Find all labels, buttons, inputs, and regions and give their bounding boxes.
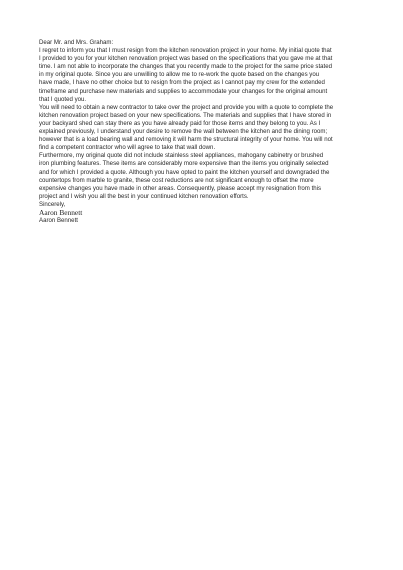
paragraph-line: have made, I have no other choice but to resign from the project as I cannot pay my crew for the extended bbox=[39, 79, 325, 87]
printed-name: Aaron Bennett bbox=[39, 217, 78, 225]
paragraph-line: Furthermore, my original quote did not include stainless steel appliances, mahogany cabinetry or brushed bbox=[39, 152, 324, 160]
paragraph-line: find a competent contractor who will agree to take that wall down. bbox=[39, 144, 216, 152]
paragraph-line: and for which I provided a quote. Although you have opted to paint the kitchen yourself and downgraded the bbox=[39, 168, 330, 176]
paragraph-line: I provided to you for your kitchen renovation project was based on the specifications that you gave me at that bbox=[39, 55, 333, 63]
paragraph-line: kitchen renovation project based on your new specifications. The materials and supplies that I have stored in bbox=[39, 111, 332, 119]
paragraph-line: however that is a load bearing wall and removing it will harm the structural integrity of your home. You will not bbox=[39, 136, 333, 144]
paragraph-line: in my original quote. Since you are unwilling to allow me to re-work the quote based on the changes you bbox=[39, 71, 320, 79]
paragraph-line: expensive changes you have made in other areas. Consequently, please accept my resignation from this bbox=[39, 184, 322, 192]
paragraph-line: You will need to obtain a new contractor to take over the project and provide you with a quote to complete the bbox=[39, 103, 334, 111]
paragraph-line: countertops from marble to granite, these cost reductions are not significant enough to offset the more bbox=[39, 176, 314, 184]
paragraph-line: that I quoted you. bbox=[39, 95, 87, 103]
signature: Aaron Bennett bbox=[39, 207, 83, 217]
paragraph-furthermore bbox=[39, 152, 367, 201]
paragraph-line: explained previously, I understand your desire to remove the wall between the kitchen and the dining room; bbox=[39, 128, 328, 136]
closing: Sincerely, bbox=[39, 200, 66, 208]
paragraph-line: I regret to inform you that I must resign from the kitchen renovation project in your home. My initial quote that bbox=[39, 47, 332, 55]
paragraph-line: project and I wish you all the best in your continued kitchen renovation efforts. bbox=[39, 192, 249, 200]
paragraph-new-contractor bbox=[39, 104, 367, 153]
paragraph-line: timeframe and purchase new materials and supplies to accommodate your changes for the original amount bbox=[39, 87, 328, 95]
salutation: Dear Mr. and Mrs. Graham: bbox=[39, 39, 114, 46]
paragraph-intro bbox=[39, 47, 367, 104]
paragraph-line: your backyard shed can stay there as you have already paid for those items and they belong to you. As I bbox=[39, 119, 321, 127]
resignation-letter bbox=[39, 39, 367, 225]
paragraph-line: iron plumbing features. These items are considerably more expensive than the items you originally selected bbox=[39, 160, 329, 168]
paragraph-line: time. I am not able to incorporate the changes that you recently made to the project for the same price stated bbox=[39, 63, 332, 71]
